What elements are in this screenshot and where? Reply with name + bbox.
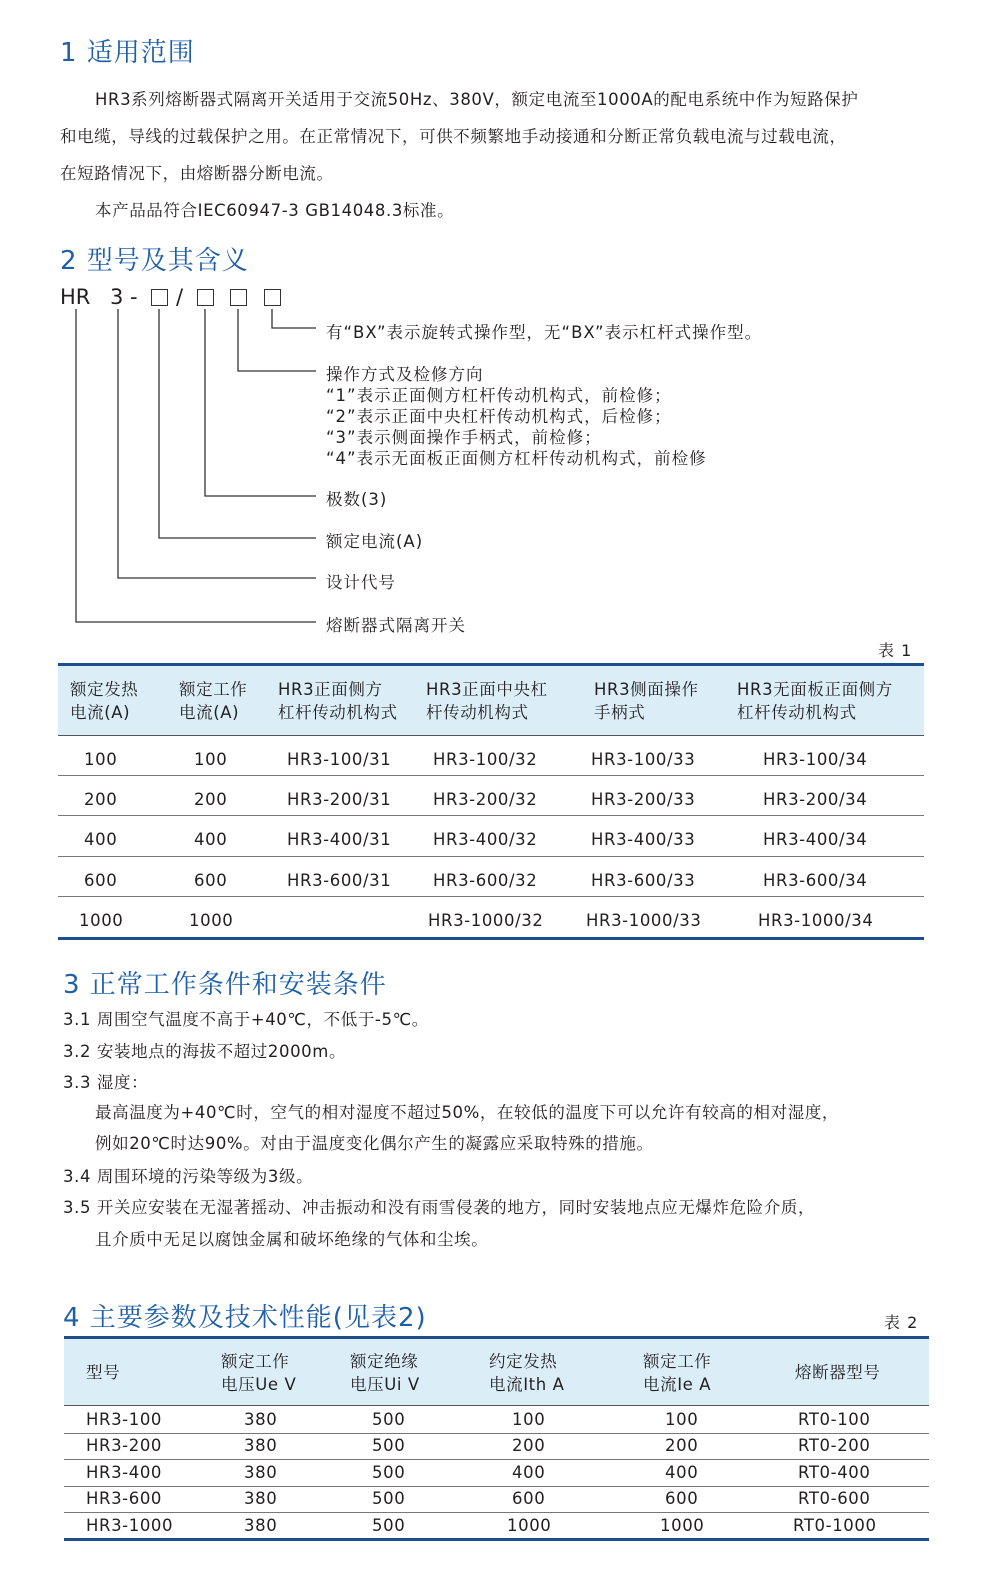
section3-item-5-line2: 且介质中无足以腐蚀金属和破坏绝缘的气体和尘埃。 [95,1230,489,1249]
section2-heading: 2 型号及其含义 [60,246,249,276]
table2-cell: 380 [244,1463,278,1482]
table1-cell: HR3-600/32 [433,871,538,890]
table1-bottom-rule [58,937,924,940]
label-design-code: 设计代号 [326,573,396,592]
table2-header-cell: 额定工作 电流Ie A [643,1352,712,1394]
table1-cell: HR3-200/31 [287,790,392,809]
table1-header-cell: 额定工作 电流(A) [179,680,248,722]
table2-header-cell: 约定发热 电流Ith A [489,1352,565,1394]
section3-item-2: 3.2 安装地点的海拔不超过2000m。 [63,1042,347,1061]
section3-item-5-line1: 3.5 开关应安装在无湿著摇动、冲击振动和没有雨雪侵袭的地方，同时安装地点应无爆炸危险介质， [63,1198,816,1217]
table1-cell: 600 [194,871,228,890]
label-poles: 极数(3) [326,490,388,509]
table2-header-cell: 额定绝缘 电压Ui V [350,1352,420,1394]
table2-cell: RT0-200 [798,1436,871,1455]
table2-row-rule [64,1486,929,1487]
connector-poles [205,309,316,496]
table2-cell: 400 [512,1463,546,1482]
table2-header-cell: 额定工作 电压Ue V [221,1352,297,1394]
table2-cell: RT0-400 [798,1463,871,1482]
code-digit: 3 [110,285,124,309]
table1-cell: 600 [84,871,118,890]
table1-header-cell: HR3无面板正面侧方 杠杆传动机构式 [737,680,893,722]
table2-cell: 400 [665,1463,699,1482]
label-method-4: “4”表示无面板正面侧方杠杆传动机构式，前检修 [326,449,707,468]
table2-cell: RT0-600 [798,1489,871,1508]
table2-cell: 200 [665,1436,699,1455]
section1-paragraph-line1: HR3系列熔断器式隔离开关适用于交流50Hz、380V，额定电流至1000A的配电系统中作为短路保护 [95,90,859,109]
section1-paragraph-line2: 和电缆，导线的过载保护之用。在正常情况下，可供不频繁地手动接通和分断正常负载电流与过载电流， [60,127,847,146]
section1-standard-note: 本产品品符合IEC60947-3 GB14048.3标准。 [95,201,455,220]
table2-row-rule [64,1433,929,1434]
table1-cell: HR3-100/32 [433,750,538,769]
table2-caption: 表 2 [884,1313,919,1332]
table2-cell: 380 [244,1516,278,1535]
table2-cell: 380 [244,1489,278,1508]
table1-top-rule [58,663,924,666]
table1-cell: HR3-1000/32 [428,911,544,930]
section3-item-3-line1: 最高温度为+40℃时，空气的相对湿度不超过50%，在较低的温度下可以允许有较高的相对湿度， [95,1103,840,1122]
table2-cell: HR3-200 [86,1436,163,1455]
table2-cell: 500 [372,1489,406,1508]
table2-cell: 600 [665,1489,699,1508]
table1-row-rule [58,775,924,776]
connector-product [76,309,316,622]
section3-item-3: 3.3 湿度： [63,1073,149,1092]
table1-cell: 400 [194,830,228,849]
table2-cell: 600 [512,1489,546,1508]
label-method-title: 操作方式及检修方向 [326,365,484,384]
section3-item-1: 3.1 周围空气温度不高于+40℃，不低于-5℃。 [63,1010,429,1029]
table1-cell: HR3-400/32 [433,830,538,849]
table1-cell: HR3-1000/33 [586,911,702,930]
table2-cell: RT0-100 [798,1410,871,1429]
table2-cell: HR3-1000 [86,1516,174,1535]
table2-cell: HR3-100 [86,1410,163,1429]
label-method-3: “3”表示侧面操作手柄式，前检修； [326,428,602,447]
table1-cell: 1000 [79,911,124,930]
table2-cell: 100 [512,1410,546,1429]
table2-header-cell: 型号 [86,1363,121,1382]
table1-cell: HR3-600/31 [287,871,392,890]
label-method-1: “1”表示正面侧方杠杆传动机构式，前检修； [326,386,672,405]
code-slash: / [176,285,184,309]
table1-caption: 表 1 [878,641,913,660]
table2-row-rule [64,1512,929,1513]
table2-cell: RT0-1000 [793,1516,877,1535]
table1-cell: 1000 [189,911,234,930]
table1-cell: HR3-100/34 [763,750,868,769]
table1-cell: HR3-400/31 [287,830,392,849]
table1-cell: 200 [194,790,228,809]
section3-item-3-line2: 例如20℃时达90%。对由于温度变化偶尔产生的凝露应采取特殊的措施。 [95,1134,654,1153]
table2-cell: 380 [244,1436,278,1455]
section4-heading: 4 主要参数及技术性能(见表2) [63,1303,427,1333]
table1-cell: HR3-200/33 [591,790,696,809]
table1-row-rule [58,896,924,897]
code-prefix: HR [60,285,91,309]
table1-cell: HR3-400/34 [763,830,868,849]
table1-cell: 200 [84,790,118,809]
label-method-2: “2”表示正面中央杠杆传动机构式，后检修； [326,407,672,426]
section3-item-4: 3.4 周围环境的污染等级为3级。 [63,1167,314,1186]
table2-cell: HR3-400 [86,1463,163,1482]
table2-bottom-rule [64,1538,929,1541]
table1-cell: 100 [84,750,118,769]
table2-header-cell: 熔断器型号 [795,1363,881,1382]
connector-method [238,309,316,371]
table1-header-cell: 额定发热 电流(A) [70,680,139,722]
table2-header-rule [64,1405,929,1406]
table2-cell: 500 [372,1463,406,1482]
code-dash: - [130,285,138,309]
table2-cell: 1000 [507,1516,552,1535]
table1-cell: HR3-200/34 [763,790,868,809]
table1-header-cell: HR3正面中央杠 杆传动机构式 [426,680,548,722]
section1-heading: 1 适用范围 [60,38,195,68]
table1-row-rule [58,856,924,857]
table2-row-rule [64,1459,929,1460]
table2-cell: 500 [372,1436,406,1455]
table1-row-rule [58,815,924,816]
table1-cell: HR3-100/31 [287,750,392,769]
table2-top-rule [64,1336,929,1339]
table1-cell: 400 [84,830,118,849]
section3-heading: 3 正常工作条件和安装条件 [63,970,387,1000]
table1-cell: 100 [194,750,228,769]
table1-header-cell: HR3侧面操作 手柄式 [594,680,699,722]
table1-header-rule [58,735,924,736]
table2-cell: 380 [244,1410,278,1429]
table2-cell: 500 [372,1410,406,1429]
table1-cell: HR3-600/34 [763,871,868,890]
table2-cell: 100 [665,1410,699,1429]
label-product: 熔断器式隔离开关 [326,616,466,635]
table1-header-cell: HR3正面侧方 杠杆传动机构式 [278,680,398,722]
table1-cell: HR3-400/33 [591,830,696,849]
table1-cell: HR3-1000/34 [758,911,874,930]
table2-cell: 1000 [660,1516,705,1535]
label-operation-type: 有“BX”表示旋转式操作型，无“BX”表示杠杆式操作型。 [326,323,763,342]
table2-cell: HR3-600 [86,1489,163,1508]
label-rated-current: 额定电流(A) [326,532,424,551]
section1-paragraph-line3: 在短路情况下，由熔断器分断电流。 [60,164,334,183]
connector-operation-type [272,309,316,328]
table1-cell: HR3-600/33 [591,871,696,890]
table1-cell: HR3-200/32 [433,790,538,809]
table1-cell: HR3-100/33 [591,750,696,769]
table2-cell: 200 [512,1436,546,1455]
table2-cell: 500 [372,1516,406,1535]
